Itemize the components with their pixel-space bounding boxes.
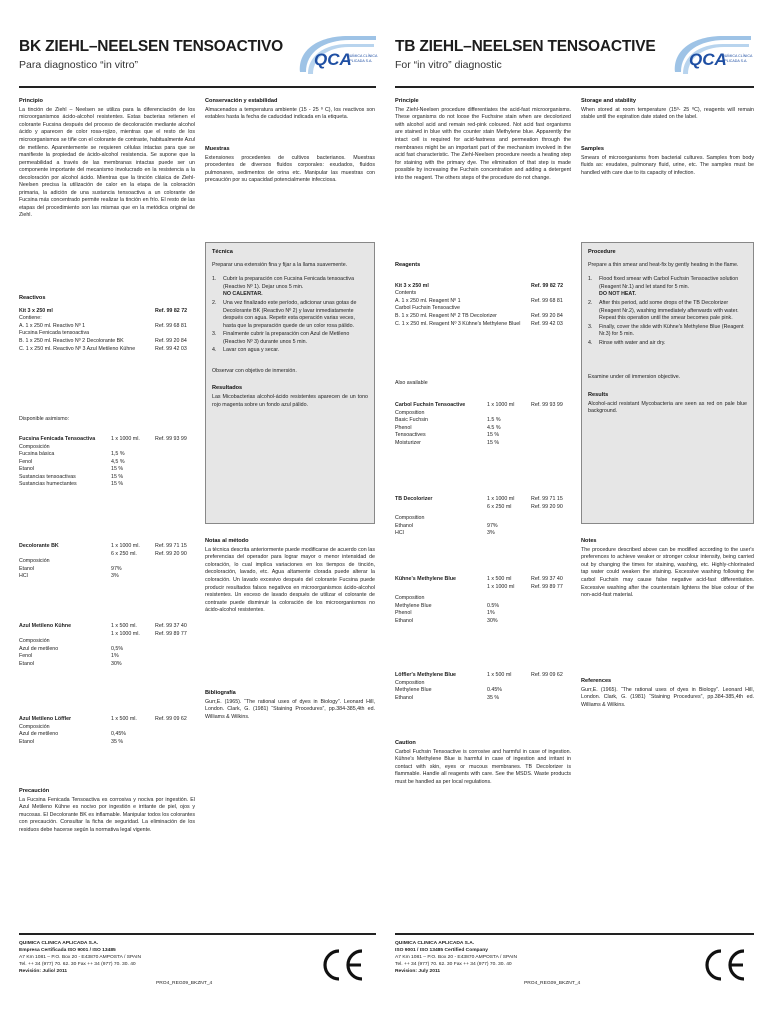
footer-revision: Revisión: Julio/ 2011 [19, 969, 68, 975]
product-qty: 1 x 1000 ml [487, 402, 515, 408]
product-qty: 1 x 1000 ml. [111, 543, 140, 549]
section-bibliografia [205, 690, 375, 721]
product-qty: 1 x 1000 ml. [111, 630, 140, 637]
product-ref: Ref. 99 09 62 [531, 672, 563, 678]
section-heading: References [581, 678, 612, 684]
section-storage [581, 98, 754, 122]
kit-item-label: C. 1 x 250 ml. Reactivo Nº 3 Azul Metileno Kühne [19, 345, 136, 352]
ce-mark-icon [318, 945, 366, 985]
comp-key: Moisturizer [395, 439, 421, 446]
step-item: 2. After this period, add some drops of the TB Decolorizer (Reagent Nr.2), washing immediately afterwards with water. Repeat this operation until the smear becomes pale pink. [588, 300, 739, 322]
product-name: TB Decolorizer [395, 496, 433, 502]
step-item: 4. Rinse with water and air dry. [588, 339, 666, 346]
section-heading: Técnica [212, 249, 233, 255]
section-heading: Precaución [19, 788, 50, 794]
product-name: Löffler's Methylene Blue [395, 672, 457, 678]
header-rule [19, 86, 376, 88]
comp-key: Azul de metileno [19, 645, 59, 652]
section-heading: Procedure [588, 249, 616, 255]
page-title: TB ZIEHL–NEELSEN TENSOACTIVE [395, 38, 656, 55]
comp-value: 97% [487, 522, 498, 529]
doc-reference: PRO4_REG09_BKZNT_4 [524, 981, 581, 986]
product-name: Azul Metileno Kühne [19, 623, 72, 629]
steps-list [588, 276, 747, 347]
product-qty: 1 x 500 ml [487, 576, 512, 582]
composition-label: Composition [395, 515, 425, 522]
section-heading: Muestras [205, 146, 230, 152]
product-qty: 6 x 250 ml. [111, 550, 137, 557]
kit-item-ref: Ref. 99 68 81 [531, 297, 563, 304]
step-item: 2. Una vez finalizado este período, adicionar unas gotas de Decolorante BK (Reactivo Nº 2) y lavar inmediatamente después con agua. Repetir esta operación varias veces, hasta que la preparación quede de un color rosa pálido. [212, 300, 357, 329]
section-heading: Notas al método [205, 538, 249, 544]
product-name: Fucsina Fenicada Tensoactiva [19, 436, 96, 442]
footer-cert: ISO 9001 / ISO 13485 Certified Company [395, 948, 488, 954]
section-principio [19, 98, 195, 220]
product-qty: 1 x 1000 ml. [111, 436, 140, 442]
footer-phone: Tel. ++ 34 (977) 70. 62. 30 Fax ++ 34 (977) 70. 30. 40 [395, 962, 512, 968]
comp-value: 97% [111, 565, 122, 572]
comp-value: 0.45% [487, 687, 503, 694]
footer-phone: Tel. ++ 34 (977) 70. 62. 30 Fax ++ 34 (977) 70. 30. 40 [19, 962, 136, 968]
comp-key: Etanol [19, 466, 35, 473]
section-text: Extensiones procedentes de cultivos bacterianos. Muestras procedentes de diversos fluidos corporales: exudados, fluidos pulmonares, sedimentos de orina etc. Manipular las muestras con precaución por su capacidad potencialmente infecciosa. [205, 154, 375, 184]
product-block [19, 436, 195, 489]
product-qty: 1 x 1000 ml [487, 496, 515, 502]
comp-key: Methylene Blue [395, 687, 432, 694]
comp-value: 30% [487, 617, 498, 624]
product-ref: Ref. 99 20 90 [155, 550, 187, 557]
qca-logo [671, 32, 753, 78]
section-text: Carbol Fuchsin Tensoactive is corrosive and harmful in case of ingestion. Kühne's Methylene Blue is harmful in case of ingestion and irritant in contact with skin, eyes or mucous membranes. TB Decolorizer is flammable. Handle all reagents with care. See the MSDS. Waste products must be handled as per local regulations. [395, 748, 571, 785]
observe-text: Observar con objetivo de inmersión. [212, 367, 297, 374]
section-heading: Reagents [395, 262, 421, 268]
footer-company: QUIMICA CLINICA APLICADA S.A. [395, 941, 475, 946]
footer-revision: Revision: July 2011 [395, 969, 441, 975]
ce-mark-icon [700, 945, 748, 985]
composition-label: Composition [395, 595, 425, 602]
comp-key: Phenol [395, 610, 412, 617]
kit-item-label: B. 1 x 250 ml. Reagent Nº 2 TB Decolorizer [395, 313, 497, 319]
results-heading: Results [588, 391, 609, 398]
comp-value: 1.5 % [487, 417, 501, 424]
product-name: Azul Metileno Löffler [19, 716, 72, 722]
section-notas [205, 538, 375, 615]
product-name: Kühne's Methylene Blue [395, 576, 457, 582]
comp-key: Tensoactives [395, 432, 426, 439]
section-heading: Principle [395, 98, 419, 104]
procedure-box [581, 242, 754, 524]
comp-key: Fenol [19, 653, 33, 660]
also-heading: Also available [395, 380, 428, 386]
footer-rule [395, 933, 754, 935]
comp-key: Azul de metileno [19, 731, 59, 738]
composition-label: Composición [19, 723, 50, 730]
composition-label: Composición [19, 558, 50, 565]
kit-item-label: Carbol Fuchsin Tensoactive [395, 305, 460, 312]
product-name: Decolorante BK [19, 543, 59, 549]
section-notes [581, 538, 754, 600]
comp-key: Basic Fuchsin [395, 417, 428, 424]
product-ref: Ref. 99 37 40 [531, 576, 563, 582]
product-block [19, 716, 195, 746]
kit-label: Kit 3 x 250 ml [395, 282, 429, 289]
logo-mark: QCA [314, 50, 352, 69]
composition-label: Composition [395, 409, 425, 416]
product-block [19, 623, 195, 668]
product-ref: Ref. 99 93 99 [531, 402, 563, 408]
product-ref: Ref. 99 20 90 [531, 503, 563, 510]
english-half [384, 0, 768, 1024]
product-ref: Ref. 99 89 77 [155, 630, 187, 637]
product-qty: 1 x 500 ml. [111, 716, 137, 722]
kit-item-label: A. 1 x 250 ml. Reactivo Nº 1 [19, 322, 86, 329]
results-text: Alcohol-acid resistant Mycobacteria are seen as red on pale blue background. [588, 400, 747, 415]
step-item: 1. Cubrir la preparación con Fucsina Fenicada tensoactiva (Reactivo Nº 1). Dejar unos 5 min. NO CALENTAR. [212, 276, 355, 298]
tecnica-box [205, 242, 375, 524]
comp-value: 15 % [111, 481, 124, 488]
column-1 [395, 98, 571, 898]
comp-value: 3% [111, 573, 119, 580]
comp-key: Ethanol [395, 694, 413, 701]
comp-value: 15 % [487, 432, 500, 439]
footer-address: A7 Km 1081 – P.O. Box 20 - E43870 AMPOSTA / SPAIN [395, 955, 518, 961]
comp-key: Phenol [395, 424, 412, 431]
comp-key: Sustancias humectantes [19, 481, 77, 488]
footer-company: QUIMICA CLINICA APLICADA S.A. [19, 941, 99, 946]
comp-key: Fenol [19, 458, 33, 465]
doc-reference: PRO4_REG09_BKZNT_4 [156, 981, 213, 986]
kit-ref: Ref. 99 82 72 [531, 282, 564, 289]
section-text: Smears of microorganisms from bacterial cultures. Samples from body fluids as: exudates, pulmonary fluid, urine, etc. The samples must be handled with care due to its capacity of infection. [581, 154, 754, 176]
footer [395, 940, 517, 976]
product-block [395, 496, 571, 538]
section-heading: Bibliografía [205, 690, 236, 696]
section-heading: Caution [395, 740, 416, 746]
column-1 [19, 98, 195, 888]
section-reagents [395, 262, 571, 328]
section-heading: Principio [19, 98, 43, 104]
comp-value: 1% [111, 653, 119, 660]
section-text: La tinción de Ziehl – Neelsen se utiliza para la diferenciación de los microorganismos ácido-alcohol resistentes. Estas bacterias retienen el colorante Fucsina después del proceso de decoloración mediante alcohol ácido y aparecen de color rosa-rojizo, mientras que el resto de los microorganismos se tiñe con el colorante de contraste, habitualmente Azul de metileno. Aparentemente se requieren células intactas para que se manifieste la propiedad de ácido-alcohol resistencia. Se supone que la permeabilidad a través de las membranas intactas puede ser un componente importante del mecanismo involucrado en la resistencia a la decoloración por alcohol ácido. Mientras que la tinción clásica de Ziehl-Neelsen precisa la utilización de calor en la etapa de la coloración primaria, la adición de una sustancia tensoactiva a un colorante de Fucsina más concentrado permite realizar la tinción en frío. El resto de las etapas del procedimiento son las mismas que en la metódica original de Ziehl. [19, 106, 195, 219]
kit-table [395, 283, 571, 328]
page-subtitle: For “in vitro” diagnostic [395, 59, 502, 71]
product-block [395, 672, 571, 702]
product-qty: 1 x 1000 ml [487, 583, 515, 590]
kit-item-ref: Ref. 99 20 84 [155, 338, 187, 344]
kit-ref: Ref. 99 82 72 [155, 307, 188, 314]
product-qty: 1 x 500 ml [487, 672, 512, 678]
step-item: 3. Finalmente cubrir la preparación con Azul de Metileno (Reactivo Nº 3) durante unos 5 min. [212, 331, 350, 345]
product-block [395, 576, 571, 625]
footer-rule [19, 933, 376, 935]
section-text: When stored at room temperature (15º- 25 ºC), reagents will remain stable until the expiration date stated on the label. [581, 106, 754, 121]
kit-item-label: Fucsina Fenicada tensoactiva [19, 330, 90, 337]
section-heading: Notes [581, 538, 597, 544]
comp-value: 30% [111, 660, 122, 667]
section-text: The Ziehl-Neelsen procedure differentiates the acid-fast microorganisms. These organisms do not loose the Fuchsine stain when are decolorized with alcohol acid and remain red-pink coloured. Not acid fast organisms are stained in blue with the counter stain Methylene blue. Apparently the intact cell is required for acid-fastness and permeation through the membranes might be an important part of the mechanism involved in the acid fast characteristic. The Ziehl-Neelsen procedure needs a heating step for staining with the primary dye. The elimination of that step is made possible by increasing the Fuchsin concentration and adding a detergent into the reagent. The others steps of the procedure do not change. [395, 106, 571, 181]
comp-key: HCl [395, 530, 404, 537]
section-heading: Reactivos [19, 295, 46, 301]
logo-line1: QUÍMICA CLÍNICA [347, 54, 378, 58]
column-2 [205, 98, 375, 898]
disponible-heading: Disponible asimismo: [19, 416, 70, 422]
step-item: 1. Flood fixed smear with Carbol Fuchsin Tensoactive solution (Reagent Nr.1) and let stand for 5 min. DO NOT HEAT. [588, 276, 739, 298]
section-text: The procedure described above can be modified according to the user's preferences to achieve weaker or stronger colour intensity, being carried out by changing the times for staining, washing, etc. Highly-chlorinated tap water could weaken the staining. Excessive washing following the carbol Fuchsin may cause false negative acid-fast differentiation. Excessive washing after the counterstain lightens the blue colour of the non-acid-fast material. [581, 546, 754, 599]
comp-key: Etanol [19, 565, 35, 572]
product-ref: Ref. 99 37 40 [155, 623, 187, 629]
comp-value: 4.5 % [487, 424, 501, 431]
kit-item-label: B. 1 x 250 ml. Reactivo Nº 2 Decolorante BK [19, 338, 124, 344]
procedure-intro: Prepare a thin smear and heat-fix by gently heating in the flame. [588, 261, 739, 268]
comp-key: Sustancias tensoactivas [19, 473, 76, 480]
product-ref: Ref. 99 71 15 [155, 543, 187, 549]
section-samples [581, 146, 754, 177]
steps-list [212, 276, 368, 354]
product-qty: 6 x 250 ml [487, 503, 512, 510]
section-muestras [205, 146, 375, 185]
header-rule [395, 86, 754, 88]
comp-value: 15 % [111, 466, 124, 473]
kit-item-ref: Ref. 99 42 03 [155, 345, 187, 352]
section-caution [395, 740, 571, 787]
comp-value: 1% [487, 610, 495, 617]
product-ref: Ref. 99 71 15 [531, 496, 563, 502]
product-ref: Ref. 99 93 99 [155, 436, 187, 442]
comp-value: 3% [487, 530, 495, 537]
kit-label: Kit 3 x 250 ml [19, 307, 53, 314]
section-principle [395, 98, 571, 182]
section-text: Gurr,E. (1965). “The rational uses of dyes in Biology”. Leonard Hill, London. Clark, G. (1981) “Staining Procedures”, pp.384-385,4th ed. Williams & Wilkins. [205, 698, 375, 720]
kit-item-ref: Ref. 99 20 84 [531, 313, 563, 319]
footer [19, 940, 141, 976]
product-ref: Ref. 99 89 77 [531, 583, 563, 590]
comp-value: 1,5 % [111, 451, 125, 458]
observe-text: Examine under oil immersion objective. [588, 374, 681, 381]
section-text: La Fucsina Fenicada Tensoactiva es corrosiva y nociva por ingestión. El Azul Metileno Kühne es nocivo por ingestión e irritante de piel, ojos y mucosas. El Decolorante BK es inflamable. Manipular todos los colorantes con precaución. Consultar la ficha de seguridad. La eliminación de los residuos debe hacerse según la normativa legal vigente. [19, 796, 195, 833]
comp-key: Ethanol [395, 522, 413, 529]
section-reactivos [19, 295, 195, 353]
footer-cert: Empresa Certificada ISO 9001 / ISO 13485 [19, 948, 116, 954]
comp-key: Fucsina básica [19, 451, 55, 458]
step-item: 4. Lavar con agua y secar. [212, 347, 280, 354]
comp-value: 0,45% [111, 731, 127, 738]
composition-label: Composition [395, 679, 425, 686]
kit-table [19, 308, 195, 353]
logo-line1: QUÍMICA CLÍNICA [722, 54, 753, 58]
section-text: Almacenados a temperatura ambiente (15 - 25 º C), los reactivos son estables hasta la fecha de caducidad indicada en la etiqueta. [205, 106, 375, 121]
product-block [19, 543, 195, 581]
comp-value: 0.5% [487, 602, 500, 609]
step-item: 3. Finally, cover the slide with Kühne's Methylene Blue (Reagent Nr.3) for 5 min. [588, 323, 744, 338]
product-ref: Ref. 99 09 62 [155, 716, 187, 722]
comp-key: Etanol [19, 738, 35, 745]
section-precaucion [19, 788, 195, 835]
kit-item-label: A. 1 x 250 ml. Reagent Nº 1 [395, 297, 461, 304]
footer-address: A7 Km 1081 – P.O. Box 20 - E43870 AMPOSTA / SPAIN [19, 955, 142, 961]
logo-mark: QCA [689, 50, 727, 69]
section-text: Gurr,E. (1965). “The rational uses of dyes in Biology”. Leonard Hill, London. Clark, G. (1981) “Staining Procedures”, pp.384-385,4th ed. Williams & Wilkins. [581, 686, 754, 708]
comp-value: 35 % [111, 738, 124, 745]
results-heading: Resultados [212, 385, 243, 392]
comp-value: 4,5 % [111, 458, 125, 465]
comp-value: 15 % [111, 473, 124, 480]
composition-label: Composición [19, 443, 50, 450]
comp-key: HCl [19, 573, 28, 580]
composition-label: Composición [19, 638, 50, 645]
comp-key: Etanol [19, 660, 35, 667]
logo-line2: APLICADA S.A. [347, 59, 373, 63]
page-subtitle: Para diagnostico “in vitro” [19, 59, 139, 71]
contents-label: Contiene: [19, 315, 42, 322]
product-block [395, 402, 571, 447]
logo-line2: APLICADA S.A. [722, 59, 748, 63]
section-heading: Samples [581, 146, 605, 152]
kit-item-ref: Ref. 99 68 81 [155, 322, 187, 329]
product-name: Carbol Fuchsin Tensoactive [395, 402, 466, 408]
comp-value: 0,5% [111, 645, 124, 652]
section-heading: Conservación y estabilidad [205, 98, 278, 104]
comp-key: Methylene Blue [395, 602, 432, 609]
column-2 [581, 98, 754, 898]
section-heading: Storage and stability [581, 98, 637, 104]
page-title: BK ZIEHL–NEELSEN TENSOACTIVO [19, 38, 283, 55]
section-references [581, 678, 754, 709]
kit-item-label: C. 1 x 250 ml. Reagent Nº 3 Kühne's Methylene Bluel [395, 320, 521, 327]
comp-value: 15 % [487, 439, 500, 446]
comp-key: Ethanol [395, 617, 413, 624]
results-text: Las Micobacterias alcohol-ácido resistentes aparecen de un tono rojo magenta sobre un fondo azul pálido. [212, 394, 368, 408]
section-text: La técnica descrita anteriormente puede modificarse de acuerdo con las preferencias del operador para lograr mayor o menor intensidad de coloración, lo cual implica variaciones en los tiempos de tinción, decoloración, lavado, etc. Agua altamente clorada puede alterar la coloración. Un lavado excesivo después del colorante Fucsina puede producir resultados falsos negativos en microorganismos ácido-alcohol resistentes. Un exceso de lavado después de utilizar el colorante de contraste puede disminuir la coloración de los microorganismos no ácido-alcohol resistentes. [205, 546, 375, 614]
section-conservacion [205, 98, 375, 122]
kit-item-ref: Ref. 99 42 03 [531, 320, 563, 327]
contents-label: Contents [395, 290, 417, 297]
product-qty: 1 x 500 ml. [111, 623, 137, 629]
qca-logo [296, 32, 378, 78]
comp-value: 35 % [487, 694, 500, 701]
tecnica-intro: Preparar una extensión fina y fijar a la llama suavemente. [212, 261, 348, 268]
